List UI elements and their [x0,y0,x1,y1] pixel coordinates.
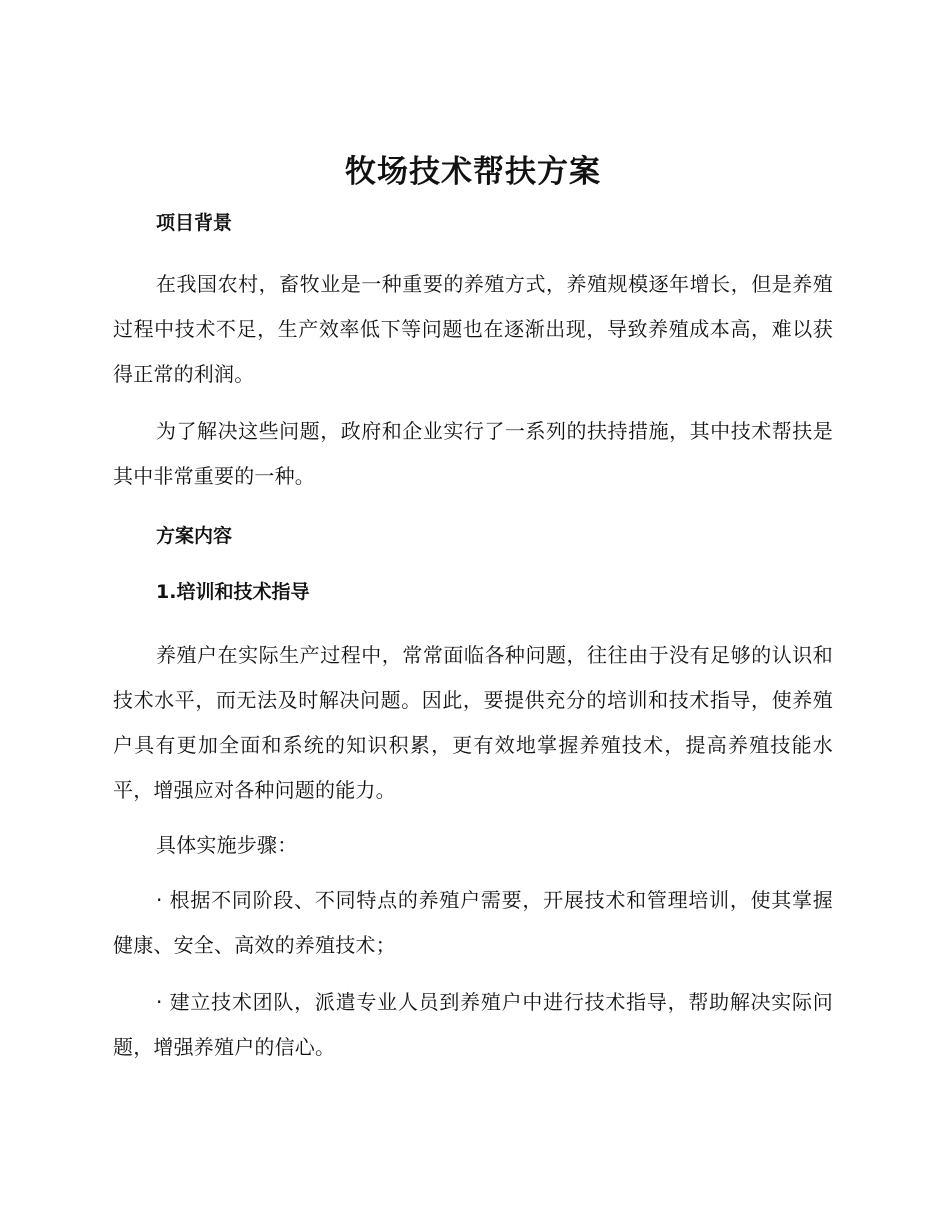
step-item-1: · 根据不同阶段、不同特点的养殖户需要，开展技术和管理培训，使其掌握健康、安全、高效的养殖技术； [113,888,833,957]
section-heading-training: 1.培训和技术指导 [156,581,310,603]
background-paragraph-1: 在我国农村，畜牧业是一种重要的养殖方式，养殖规模逐年增长，但是养殖过程中技术不足，生产效率低下等问题也在逐渐出现，导致养殖成本高，难以获得正常的利润。 [113,272,833,386]
section-heading-content: 方案内容 [156,525,233,547]
step-item-2: · 建立技术团队，派遣专业人员到养殖户中进行技术指导，帮助解决实际问题，增强养殖户的信心。 [113,990,833,1059]
document-title: 牧场技术帮扶方案 [345,154,601,190]
training-paragraph: 养殖户在实际生产过程中，常常面临各种问题，往往由于没有足够的认识和技术水平，而无法及时解决问题。因此，要提供充分的培训和技术指导，使养殖户具有更加全面和系统的知识积累，更有效地掌握养殖技术，提高养殖技能水平，增强应对各种问题的能力。 [113,643,833,802]
steps-intro: 具体实施步骤： [156,833,298,857]
background-paragraph-2: 为了解决这些问题，政府和企业实行了一系列的扶持措施，其中技术帮扶是其中非常重要的一种。 [113,419,833,488]
document-page [113,150,833,1070]
section-heading-background: 项目背景 [156,212,233,234]
